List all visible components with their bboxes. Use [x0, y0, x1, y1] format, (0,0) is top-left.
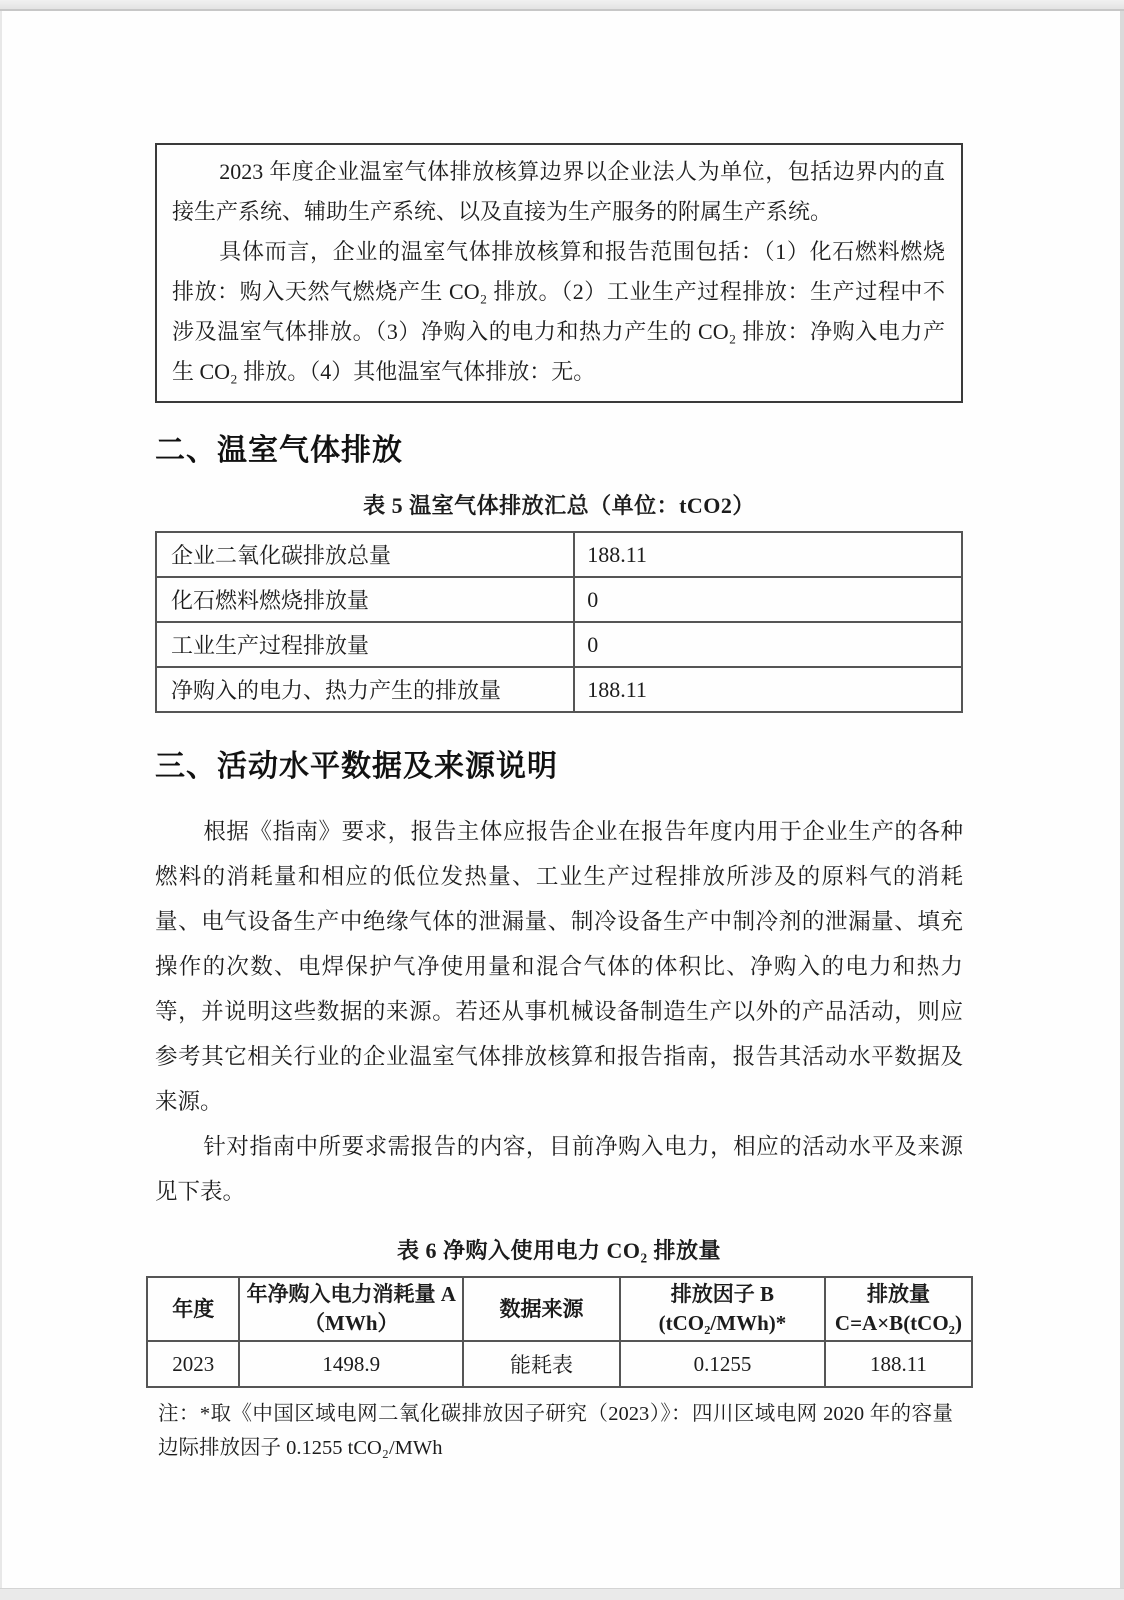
row-label: 工业生产过程排放量	[156, 622, 574, 667]
cell-emission-amount: 188.11	[825, 1341, 972, 1387]
header-emission-factor	[620, 1277, 825, 1341]
table6-footnote: 注：*取《中国区域电网二氧化碳排放因子研究（2023）》：四川区域电网 2020 年的容量边际排放因子 0.1255 tCO₂/MWh	[158, 1403, 953, 1459]
page-scan-edge-right	[1120, 11, 1124, 1588]
activity-data-paragraph: 根据《指南》要求，报告主体应报告企业在报告年度内用于企业生产的各种燃料的消耗量和相应的低位发热量、工业生产过程排放所涉及的原料气的消耗量、电气设备生产中绝缘气体的泄漏量、制冷设备生产中制冷剂的泄漏量、填充操作的次数、电焊保护气净使用量和混合气体的体积比、净购入的电力和热力等，并说明这些数据的来源。若还从事机械设备制造生产以外的产品活动，则应参考其它相关行业的企业温室气体排放核算和报告指南，报告其活动水平数据及来源。	[155, 819, 963, 1114]
table-row	[147, 1341, 972, 1387]
row-value: 188.11	[574, 532, 962, 577]
row-label: 化石燃料燃烧排放量	[156, 577, 574, 622]
table6-purchased-electricity	[146, 1276, 973, 1388]
cell-consumption: 1498.9	[239, 1341, 463, 1387]
row-value: 188.11	[574, 667, 962, 712]
table-row	[156, 667, 962, 712]
header-line: C=A×B(tCO₂)	[834, 1311, 962, 1335]
page-scan-edge-left	[0, 11, 2, 1588]
header-line: 排放量	[866, 1282, 930, 1306]
section3-body	[155, 809, 963, 1214]
row-label: 企业二氧化碳排放总量	[156, 532, 574, 577]
table5-caption: 表 5 温室气体排放汇总（单位：tCO2）	[363, 493, 755, 518]
header-line: 排放因子 B	[670, 1282, 775, 1306]
boundary-statement-box	[155, 143, 963, 403]
scope-paragraph: 具体而言，企业的温室气体排放核算和报告范围包括：（1）化石燃料燃烧排放：购入天然气燃烧产生 CO₂ 排放。（2）工业生产过程排放：生产过程中不涉及温室气体排放。（3）净购入的电力和热力产生的 CO₂ 排放：净购入电力产生 CO₂ 排放。（4）其他温室气体排放：无。	[172, 239, 945, 384]
header-line: 年净购入电力消耗量 A	[246, 1282, 456, 1306]
page-content	[155, 143, 963, 1465]
page-scan-edge-top	[0, 0, 1124, 11]
row-label: 净购入的电力、热力产生的排放量	[156, 667, 574, 712]
table6-caption: 表 6 净购入使用电力 CO₂ 排放量	[396, 1238, 722, 1263]
cell-data-source: 能耗表	[463, 1341, 620, 1387]
cell-emission-factor: 0.1255	[620, 1341, 825, 1387]
header-data-source	[463, 1277, 620, 1341]
reporting-content-paragraph: 针对指南中所要求需报告的内容，目前净购入电力，相应的活动水平及来源见下表。	[155, 1134, 963, 1204]
section2-heading: 二、温室气体排放	[155, 434, 403, 467]
header-consumption	[239, 1277, 463, 1341]
header-line: (tCO₂/MWh)*	[658, 1311, 787, 1335]
header-year	[147, 1277, 239, 1341]
cell-year: 2023	[147, 1341, 239, 1387]
table-header-row	[147, 1277, 972, 1341]
table-row	[156, 622, 962, 667]
section3-heading: 三、活动水平数据及来源说明	[155, 750, 558, 783]
header-line: 年度	[172, 1296, 215, 1321]
header-emission-amount	[825, 1277, 972, 1341]
header-line: （MWh）	[304, 1311, 399, 1335]
header-line: 数据来源	[499, 1296, 584, 1321]
table5-emission-summary	[155, 531, 963, 713]
table-row	[156, 532, 962, 577]
page-scan-edge-bottom	[0, 1588, 1124, 1600]
row-value: 0	[574, 622, 962, 667]
row-value: 0	[574, 577, 962, 622]
boundary-paragraph: 2023 年度企业温室气体排放核算边界以企业法人为单位，包括边界内的直接生产系统、辅助生产系统、以及直接为生产服务的附属生产系统。	[172, 159, 945, 224]
table-row	[156, 577, 962, 622]
